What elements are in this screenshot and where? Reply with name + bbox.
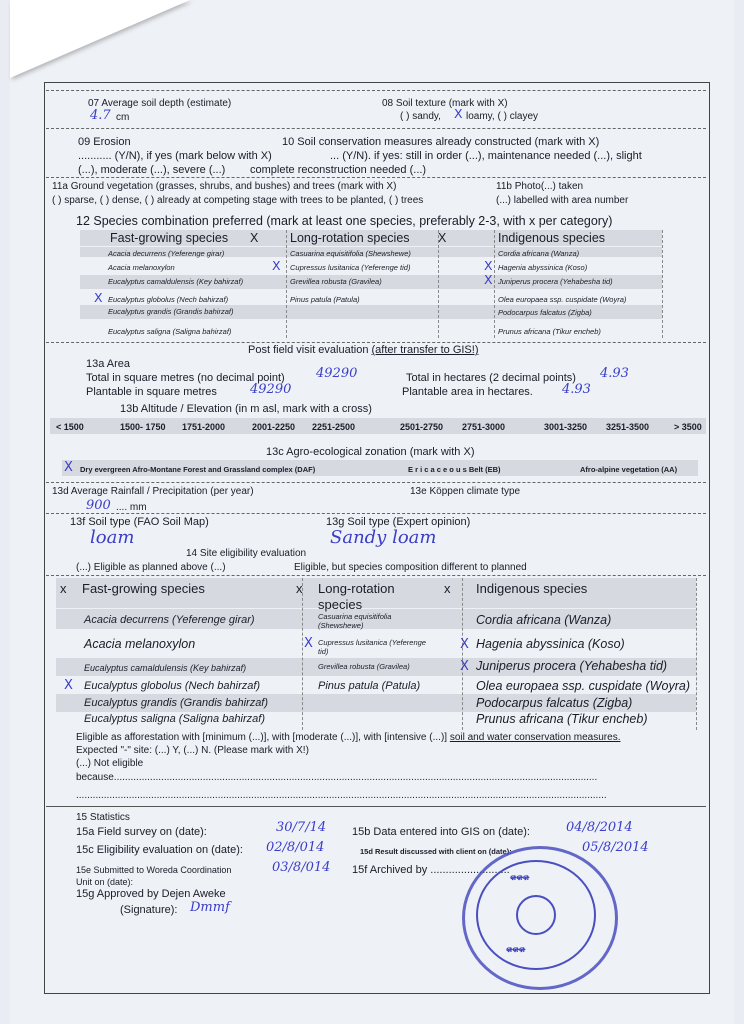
avg-soil-depth-unit: cm	[116, 112, 130, 123]
species12-fast-3: Eucalyptus camaldulensis (Key bahirzaf)	[108, 277, 244, 286]
gis-entry-value: 04/8/2014	[566, 820, 633, 835]
soil-fao-label: 13f Soil type (FAO Soil Map)	[70, 516, 209, 528]
species14-fast-3: Eucalyptus camaldulensis (Key bahirzaf)	[84, 663, 247, 673]
species12-fast-2: Acacia melanoxylon	[108, 263, 175, 272]
rainfall-unit: .... mm	[116, 502, 147, 513]
species14-fast-2: Acacia melanoxylon	[84, 637, 196, 651]
eligibility-option-2: Eligible, but species composition different to planned	[294, 562, 527, 573]
species12-fast-5: Eucalyptus grandis (Grandis bahirzaf)	[108, 307, 234, 316]
species12-ind-6: Prunus africana (Tikur encheb)	[498, 327, 601, 336]
official-stamp-emblem	[516, 895, 556, 935]
species14-long-1: Casuarina equisitifolia (Shewshewe)	[318, 612, 392, 630]
statistics-heading: 15 Statistics	[76, 812, 130, 823]
plantable-sqm-label: Plantable in square metres	[86, 386, 217, 398]
species14-head-x1: x	[60, 581, 67, 596]
ground-veg-options: ( ) sparse, ( ) dense, ( ) already at competing stage with trees to be planted, ( ) trees	[52, 195, 424, 206]
field-survey-value: 30/7/14	[276, 820, 327, 835]
eligibility-eval-value: 02/8/014	[266, 840, 325, 855]
species14-long-2: Cupressus lusitanica (Yeferenge tid)	[318, 638, 426, 656]
eligibility-eval-label: 15c Eligibility evaluation on (date):	[76, 844, 243, 856]
area-label: 13a Area	[86, 358, 131, 370]
avg-soil-depth-label: 07 Average soil depth (estimate)	[88, 98, 232, 109]
conservation-line2: complete reconstruction needed (...)	[250, 164, 427, 176]
species12-ind-4: Olea europaea ssp. cuspidate (Woyra)	[498, 295, 627, 304]
because-line: because..............................................................................................................................................................................	[76, 772, 598, 783]
species14-fast-4-mark: X	[64, 678, 73, 693]
agro-zone-label: 13c Agro-ecological zonation (mark with X)	[266, 446, 475, 458]
post-field-heading: Post field visit evaluation (after transfer to GIS!)	[248, 344, 479, 356]
soil-expert-label: 13g Soil type (Expert opinion)	[326, 516, 471, 528]
agro-zone-daf: Dry evergreen Afro-Montane Forest and Grassland complex (DAF)	[80, 465, 316, 474]
altitude-range-8: 3001-3250	[544, 422, 588, 432]
conservation-line1: ... (Y/N). if yes: still in order (...), maintenance needed (...), slight	[330, 150, 642, 162]
species12-ind-5: Podocarpus falcatus (Zigba)	[498, 308, 592, 317]
species12-head-x2: X	[438, 231, 447, 245]
species14-ind-1: Cordia africana (Wanza)	[476, 613, 612, 627]
woreda-submission-label-2: Unit on (date):	[76, 877, 134, 887]
area-sqm-label: Total in square metres (no decimal point)	[86, 372, 285, 384]
species14-head-long: Long-rotation species	[318, 581, 395, 612]
species12-ind-1: Cordia africana (Wanza)	[498, 249, 580, 258]
result-discussed-label: 15d Result discussed with client on (date):	[360, 847, 512, 856]
altitude-range-7: 2751-3000	[462, 422, 506, 432]
species12-fast-1: Acacia decurrens (Yeferenge girar)	[108, 249, 225, 258]
rainfall-label: 13d Average Rainfall / Precipitation (per year)	[52, 486, 254, 497]
species12-ind-3: Juniperus procera (Yehabesha tid)	[498, 277, 613, 286]
stamp-text-top: ᎋᎋᎋ	[510, 873, 530, 882]
plantable-sqm-value: 49290	[250, 382, 292, 397]
eligibility-heading: 14 Site eligibility evaluation	[186, 548, 307, 559]
species14-fast-4: Eucalyptus globolus (Nech bahirzaf)	[84, 680, 261, 692]
erosion-line1: ........... (Y/N), if yes (mark below with X)	[78, 150, 272, 162]
koppen-label: 13e Köppen climate type	[410, 486, 521, 497]
species12-long-2-mark: X	[272, 258, 281, 273]
result-discussed-value: 05/8/2014	[582, 840, 649, 855]
agro-zone-aa: Afro-alpine vegetation (AA)	[580, 465, 678, 474]
species12-long-4: Pinus patula (Patula)	[290, 295, 360, 304]
area-ha-value: 4.93	[600, 366, 629, 381]
species14-ind-2-mark: X	[460, 637, 469, 652]
species12-fast-4: Eucalyptus globolus (Nech bahirzaf)	[108, 295, 229, 304]
species12-fast-4-mark: X	[94, 290, 103, 305]
expected-site: Expected "-" site: (...) Y, (...) N. (Please mark with X!)	[76, 745, 309, 756]
altitude-label: 13b Altitude / Elevation (in m asl, mark with a cross)	[120, 403, 372, 415]
form-page	[10, 0, 734, 1024]
erosion-line2: (...), moderate (...), severe (...)	[78, 164, 226, 176]
species14-long-4: Pinus patula (Patula)	[318, 680, 421, 692]
avg-soil-depth-value: 4.7	[90, 108, 111, 123]
species12-fast-6: Eucalyptus saligna (Saligna bahirzaf)	[108, 327, 232, 336]
altitude-range-9: 3251-3500	[606, 422, 650, 432]
species14-long-3: Grevillea robusta (Gravilea)	[318, 662, 410, 671]
soil-expert-value: Sandy loam	[330, 527, 437, 548]
altitude-range-3: 1751-2000	[182, 422, 226, 432]
altitude-range-1: < 1500	[56, 422, 84, 432]
species12-ind-3-mark: X	[484, 272, 493, 287]
species14-head-x2: x	[296, 581, 303, 596]
folded-corner	[10, 0, 190, 78]
archived-by-label: 15f Archived by ..........................	[352, 864, 510, 876]
agro-zone-daf-mark: X	[64, 460, 73, 475]
species12-long-3: Grevillea robusta (Gravilea)	[290, 277, 382, 286]
altitude-range-6: 2501-2750	[400, 422, 444, 432]
signature-label: (Signature):	[120, 904, 178, 916]
soil-texture-label: 08 Soil texture (mark with X)	[382, 98, 508, 109]
approved-by-label: 15g Approved by Dejen Aweke	[76, 888, 226, 900]
not-eligible: (...) Not eligible	[76, 758, 144, 769]
species12-head-long: Long-rotation species	[290, 231, 410, 245]
altitude-range-10: > 3500	[674, 422, 702, 432]
species12-long-1: Casuarina equisitifolia (Shewshewe)	[290, 249, 411, 258]
species14-ind-5: Podocarpus falcatus (Zigba)	[476, 696, 633, 710]
agro-zone-eb: E r i c a c e o u s Belt (EB)	[408, 465, 501, 474]
photo-label: 11b Photo(...) taken	[496, 181, 584, 192]
eligible-afforestation: Eligible as afforestation with [minimum (...)], with [moderate (...)], with [intensive (...)] soil and water conservation measures.	[76, 732, 621, 743]
altitude-range-5: 2251-2500	[312, 422, 356, 432]
soil-fao-value: loam	[90, 527, 135, 548]
species14-head-ind: Indigenous species	[476, 581, 588, 596]
species12-head-ind: Indigenous species	[498, 231, 606, 245]
species14-ind-2: Hagenia abyssinica (Koso)	[476, 637, 625, 651]
species14-fast-5: Eucalyptus grandis (Grandis bahirzaf)	[84, 697, 269, 709]
stamp-text-bottom: ᎋᎋᎋ	[506, 945, 526, 954]
species-combination-title: 12 Species combination preferred (mark at least one species, preferably 2-3, with x per category)	[76, 214, 613, 228]
woreda-submission-value: 03/8/014	[272, 860, 331, 875]
soil-texture-loamy: loamy, ( ) clayey	[466, 111, 539, 122]
because-line-2: ...............................................................................................................................................................................................	[76, 790, 607, 801]
conservation-label: 10 Soil conservation measures already constructed (mark with X)	[282, 136, 600, 148]
species14-ind-6: Prunus africana (Tikur encheb)	[476, 712, 648, 726]
ground-veg-label: 11a Ground vegetation (grasses, shrubs, and bushes) and trees (mark with X)	[52, 181, 397, 192]
species14-long-2-mark: X	[304, 636, 313, 651]
species14-head-x3: x	[444, 581, 451, 596]
soil-texture-mark: X	[454, 106, 463, 121]
species12-long-2: Cupressus lusitanica (Yeferenge tid)	[290, 263, 411, 272]
field-survey-label: 15a Field survey on (date):	[76, 826, 207, 838]
photo-labelled: (...) labelled with area number	[496, 195, 629, 206]
species12-head-fast: Fast-growing species	[110, 231, 229, 245]
plantable-ha-value: 4.93	[562, 382, 591, 397]
area-sqm-value: 49290	[316, 366, 358, 381]
signature: Dmmf	[190, 900, 230, 915]
altitude-range-4: 2001-2250	[252, 422, 296, 432]
gis-entry-label: 15b Data entered into GIS on (date):	[352, 826, 530, 838]
altitude-range-2: 1500- 1750	[120, 422, 166, 432]
plantable-ha-label: Plantable area in hectares.	[402, 386, 533, 398]
species14-head-fast: Fast-growing species	[82, 581, 205, 596]
species12-ind-2-mark: X	[484, 258, 493, 273]
species12-head-x1: X	[250, 231, 259, 245]
species12-ind-2: Hagenia abyssinica (Koso)	[498, 263, 588, 272]
species14-fast-6: Eucalyptus saligna (Saligna bahirzaf)	[84, 713, 265, 725]
species14-ind-3-mark: X	[460, 659, 469, 674]
soil-texture-sandy: ( ) sandy,	[400, 111, 441, 122]
species14-fast-1: Acacia decurrens (Yeferenge girar)	[84, 614, 255, 626]
species14-ind-4: Olea europaea ssp. cuspidate (Woyra)	[476, 679, 690, 693]
area-ha-label: Total in hectares (2 decimal points)	[406, 372, 576, 384]
erosion-label: 09 Erosion	[78, 136, 131, 148]
species14-ind-3: Juniperus procera (Yehabesha tid)	[476, 659, 668, 673]
woreda-submission-label: 15e Submitted to Woreda Coordination	[76, 865, 232, 875]
eligibility-option-1: (...) Eligible as planned above (...)	[76, 562, 226, 573]
rainfall-value: 900	[86, 498, 111, 513]
